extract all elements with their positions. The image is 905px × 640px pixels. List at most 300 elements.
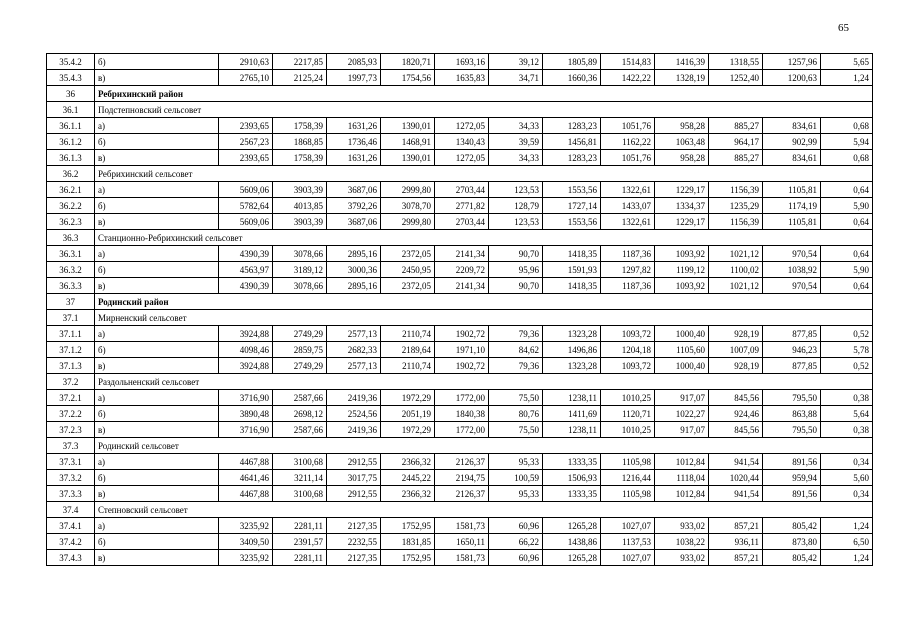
value-cell: 75,50 <box>489 390 543 406</box>
value-cell: 2895,16 <box>327 246 381 262</box>
row-variant: а) <box>95 326 219 342</box>
value-cell: 928,19 <box>709 326 763 342</box>
value-cell: 857,21 <box>709 518 763 534</box>
value-cell: 2217,85 <box>273 54 327 70</box>
value-cell: 1772,00 <box>435 390 489 406</box>
tariff-table <box>46 53 873 566</box>
value-cell: 941,54 <box>709 454 763 470</box>
value-cell: 1553,56 <box>543 182 601 198</box>
value-cell: 0,64 <box>821 214 873 230</box>
value-cell: 3924,88 <box>219 326 273 342</box>
value-cell: 2051,19 <box>381 406 435 422</box>
value-cell: 2450,95 <box>381 262 435 278</box>
value-cell: 90,70 <box>489 246 543 262</box>
value-cell: 0,38 <box>821 390 873 406</box>
value-cell: 1022,27 <box>655 406 709 422</box>
value-cell: 5,90 <box>821 262 873 278</box>
value-cell: 1972,29 <box>381 390 435 406</box>
value-cell: 2999,80 <box>381 182 435 198</box>
value-cell: 2912,55 <box>327 454 381 470</box>
value-cell: 1229,17 <box>655 214 709 230</box>
value-cell: 3078,66 <box>273 246 327 262</box>
value-cell: 873,80 <box>763 534 821 550</box>
value-cell: 2419,36 <box>327 422 381 438</box>
council-title: Подстепновский сельсовет <box>95 102 873 118</box>
value-cell: 2765,10 <box>219 70 273 86</box>
value-cell: 0,64 <box>821 246 873 262</box>
value-cell: 1007,09 <box>709 342 763 358</box>
row-code: 36.1.3 <box>47 150 95 166</box>
value-cell: 90,70 <box>489 278 543 294</box>
council-title: Мирненский сельсовет <box>95 310 873 326</box>
row-code: 36.3.2 <box>47 262 95 278</box>
value-cell: 2189,64 <box>381 342 435 358</box>
value-cell: 3903,39 <box>273 214 327 230</box>
value-cell: 66,22 <box>489 534 543 550</box>
value-cell: 1496,86 <box>543 342 601 358</box>
value-cell: 970,54 <box>763 278 821 294</box>
value-cell: 3924,88 <box>219 358 273 374</box>
row-code: 37 <box>47 294 95 310</box>
value-cell: 128,79 <box>489 198 543 214</box>
value-cell: 1229,17 <box>655 182 709 198</box>
value-cell: 1105,81 <box>763 214 821 230</box>
value-cell: 0,68 <box>821 118 873 134</box>
row-variant: а) <box>95 454 219 470</box>
value-cell: 1318,55 <box>709 54 763 70</box>
council-title: Родинский сельсовет <box>95 438 873 454</box>
value-cell: 39,59 <box>489 134 543 150</box>
row-variant: б) <box>95 54 219 70</box>
council-header-row <box>47 166 873 182</box>
value-cell: 924,46 <box>709 406 763 422</box>
value-cell: 34,71 <box>489 70 543 86</box>
value-cell: 2587,66 <box>273 422 327 438</box>
value-cell: 100,59 <box>489 470 543 486</box>
council-header-row <box>47 230 873 246</box>
council-title: Раздольненский сельсовет <box>95 374 873 390</box>
value-cell: 1390,01 <box>381 150 435 166</box>
district-title: Ребрихинский район <box>95 86 873 102</box>
value-cell: 2419,36 <box>327 390 381 406</box>
value-cell: 3078,70 <box>381 198 435 214</box>
value-cell: 1238,11 <box>543 422 601 438</box>
value-cell: 1660,36 <box>543 70 601 86</box>
value-cell: 1265,28 <box>543 518 601 534</box>
value-cell: 1418,35 <box>543 278 601 294</box>
value-cell: 1468,91 <box>381 134 435 150</box>
row-code: 37.2.1 <box>47 390 95 406</box>
value-cell: 1591,93 <box>543 262 601 278</box>
row-code: 36.2 <box>47 166 95 182</box>
value-cell: 1020,44 <box>709 470 763 486</box>
value-cell: 1805,89 <box>543 54 601 70</box>
value-cell: 1051,76 <box>601 150 655 166</box>
table-row <box>47 150 873 166</box>
value-cell: 0,52 <box>821 358 873 374</box>
value-cell: 2703,44 <box>435 214 489 230</box>
value-cell: 2749,29 <box>273 326 327 342</box>
value-cell: 1012,84 <box>655 486 709 502</box>
value-cell: 2085,93 <box>327 54 381 70</box>
table-row <box>47 278 873 294</box>
row-code: 36.3 <box>47 230 95 246</box>
district-title: Родинский район <box>95 294 873 310</box>
value-cell: 1902,72 <box>435 358 489 374</box>
value-cell: 1156,39 <box>709 214 763 230</box>
value-cell: 928,19 <box>709 358 763 374</box>
table-row <box>47 214 873 230</box>
table-row <box>47 118 873 134</box>
value-cell: 2372,05 <box>381 246 435 262</box>
value-cell: 1093,92 <box>655 246 709 262</box>
value-cell: 2698,12 <box>273 406 327 422</box>
row-code: 36.1.1 <box>47 118 95 134</box>
council-header-row <box>47 310 873 326</box>
value-cell: 1297,82 <box>601 262 655 278</box>
value-cell: 933,02 <box>655 550 709 566</box>
value-cell: 1322,61 <box>601 182 655 198</box>
value-cell: 3716,90 <box>219 422 273 438</box>
value-cell: 958,28 <box>655 118 709 134</box>
value-cell: 1204,18 <box>601 342 655 358</box>
value-cell: 3235,92 <box>219 518 273 534</box>
value-cell: 1506,93 <box>543 470 601 486</box>
value-cell: 3000,36 <box>327 262 381 278</box>
value-cell: 795,50 <box>763 390 821 406</box>
value-cell: 1411,69 <box>543 406 601 422</box>
value-cell: 885,27 <box>709 150 763 166</box>
value-cell: 2126,37 <box>435 486 489 502</box>
value-cell: 2445,22 <box>381 470 435 486</box>
value-cell: 1390,01 <box>381 118 435 134</box>
row-variant: в) <box>95 358 219 374</box>
value-cell: 95,33 <box>489 454 543 470</box>
value-cell: 2141,34 <box>435 246 489 262</box>
value-cell: 1216,44 <box>601 470 655 486</box>
value-cell: 1650,11 <box>435 534 489 550</box>
value-cell: 4563,97 <box>219 262 273 278</box>
value-cell: 902,99 <box>763 134 821 150</box>
row-code: 36.1.2 <box>47 134 95 150</box>
value-cell: 2393,65 <box>219 150 273 166</box>
value-cell: 2125,24 <box>273 70 327 86</box>
row-variant: б) <box>95 262 219 278</box>
value-cell: 2126,37 <box>435 454 489 470</box>
value-cell: 1328,19 <box>655 70 709 86</box>
table-row <box>47 342 873 358</box>
value-cell: 2682,33 <box>327 342 381 358</box>
value-cell: 1272,05 <box>435 150 489 166</box>
value-cell: 123,53 <box>489 182 543 198</box>
table-row <box>47 550 873 566</box>
page-number: 65 <box>838 22 849 34</box>
value-cell: 805,42 <box>763 518 821 534</box>
row-code: 37.3.3 <box>47 486 95 502</box>
value-cell: 1105,60 <box>655 342 709 358</box>
value-cell: 834,61 <box>763 118 821 134</box>
row-variant: б) <box>95 198 219 214</box>
value-cell: 1238,11 <box>543 390 601 406</box>
value-cell: 1118,04 <box>655 470 709 486</box>
value-cell: 1283,23 <box>543 150 601 166</box>
value-cell: 1754,56 <box>381 70 435 86</box>
value-cell: 2910,63 <box>219 54 273 70</box>
value-cell: 1010,25 <box>601 390 655 406</box>
row-variant: в) <box>95 214 219 230</box>
value-cell: 1868,85 <box>273 134 327 150</box>
value-cell: 34,33 <box>489 118 543 134</box>
value-cell: 95,96 <box>489 262 543 278</box>
value-cell: 1727,14 <box>543 198 601 214</box>
table-row <box>47 70 873 86</box>
value-cell: 2232,55 <box>327 534 381 550</box>
value-cell: 1105,81 <box>763 182 821 198</box>
value-cell: 60,96 <box>489 550 543 566</box>
value-cell: 1162,22 <box>601 134 655 150</box>
value-cell: 1105,98 <box>601 486 655 502</box>
value-cell: 1,24 <box>821 70 873 86</box>
row-variant: б) <box>95 534 219 550</box>
value-cell: 0,34 <box>821 486 873 502</box>
row-code: 36.3.3 <box>47 278 95 294</box>
row-variant: б) <box>95 470 219 486</box>
value-cell: 0,34 <box>821 454 873 470</box>
value-cell: 1252,40 <box>709 70 763 86</box>
value-cell: 2577,13 <box>327 358 381 374</box>
value-cell: 2110,74 <box>381 358 435 374</box>
value-cell: 1187,36 <box>601 246 655 262</box>
value-cell: 1820,71 <box>381 54 435 70</box>
value-cell: 1340,43 <box>435 134 489 150</box>
row-variant: в) <box>95 550 219 566</box>
value-cell: 1971,10 <box>435 342 489 358</box>
value-cell: 2209,72 <box>435 262 489 278</box>
value-cell: 3687,06 <box>327 214 381 230</box>
value-cell: 1831,85 <box>381 534 435 550</box>
value-cell: 75,50 <box>489 422 543 438</box>
value-cell: 2912,55 <box>327 486 381 502</box>
value-cell: 0,68 <box>821 150 873 166</box>
table-row <box>47 390 873 406</box>
value-cell: 3409,50 <box>219 534 273 550</box>
value-cell: 959,94 <box>763 470 821 486</box>
value-cell: 4013,85 <box>273 198 327 214</box>
value-cell: 3903,39 <box>273 182 327 198</box>
table-row <box>47 358 873 374</box>
value-cell: 1105,98 <box>601 454 655 470</box>
value-cell: 1000,40 <box>655 358 709 374</box>
value-cell: 1333,35 <box>543 486 601 502</box>
value-cell: 0,52 <box>821 326 873 342</box>
value-cell: 845,56 <box>709 422 763 438</box>
value-cell: 1972,29 <box>381 422 435 438</box>
value-cell: 79,36 <box>489 326 543 342</box>
value-cell: 5,94 <box>821 134 873 150</box>
value-cell: 1418,35 <box>543 246 601 262</box>
value-cell: 1199,12 <box>655 262 709 278</box>
value-cell: 1021,12 <box>709 278 763 294</box>
value-cell: 1840,38 <box>435 406 489 422</box>
value-cell: 2281,11 <box>273 518 327 534</box>
value-cell: 3716,90 <box>219 390 273 406</box>
value-cell: 1333,35 <box>543 454 601 470</box>
value-cell: 857,21 <box>709 550 763 566</box>
row-code: 35.4.3 <box>47 70 95 86</box>
value-cell: 0,64 <box>821 278 873 294</box>
row-code: 37.3.2 <box>47 470 95 486</box>
district-header-row <box>47 86 873 102</box>
value-cell: 970,54 <box>763 246 821 262</box>
value-cell: 4098,46 <box>219 342 273 358</box>
table-row <box>47 54 873 70</box>
value-cell: 805,42 <box>763 550 821 566</box>
value-cell: 2366,32 <box>381 486 435 502</box>
row-variant: в) <box>95 70 219 86</box>
value-cell: 1272,05 <box>435 118 489 134</box>
value-cell: 95,33 <box>489 486 543 502</box>
value-cell: 1093,92 <box>655 278 709 294</box>
row-variant: в) <box>95 150 219 166</box>
value-cell: 1063,48 <box>655 134 709 150</box>
table-row <box>47 486 873 502</box>
row-variant: б) <box>95 406 219 422</box>
value-cell: 3792,26 <box>327 198 381 214</box>
value-cell: 1027,07 <box>601 518 655 534</box>
value-cell: 2859,75 <box>273 342 327 358</box>
value-cell: 1000,40 <box>655 326 709 342</box>
row-code: 37.4.3 <box>47 550 95 566</box>
value-cell: 4390,39 <box>219 278 273 294</box>
row-variant: а) <box>95 182 219 198</box>
value-cell: 2587,66 <box>273 390 327 406</box>
council-header-row <box>47 102 873 118</box>
value-cell: 2127,35 <box>327 518 381 534</box>
value-cell: 2127,35 <box>327 550 381 566</box>
value-cell: 1027,07 <box>601 550 655 566</box>
value-cell: 1693,16 <box>435 54 489 70</box>
value-cell: 1635,83 <box>435 70 489 86</box>
value-cell: 2281,11 <box>273 550 327 566</box>
value-cell: 1174,19 <box>763 198 821 214</box>
value-cell: 3017,75 <box>327 470 381 486</box>
value-cell: 5,90 <box>821 198 873 214</box>
table-row <box>47 326 873 342</box>
value-cell: 1631,26 <box>327 150 381 166</box>
value-cell: 6,50 <box>821 534 873 550</box>
district-header-row <box>47 294 873 310</box>
value-cell: 834,61 <box>763 150 821 166</box>
value-cell: 885,27 <box>709 118 763 134</box>
value-cell: 1235,29 <box>709 198 763 214</box>
value-cell: 1051,76 <box>601 118 655 134</box>
value-cell: 877,85 <box>763 326 821 342</box>
value-cell: 2999,80 <box>381 214 435 230</box>
value-cell: 123,53 <box>489 214 543 230</box>
value-cell: 2577,13 <box>327 326 381 342</box>
value-cell: 5,60 <box>821 470 873 486</box>
table-row <box>47 454 873 470</box>
row-code: 36.2.2 <box>47 198 95 214</box>
value-cell: 2110,74 <box>381 326 435 342</box>
value-cell: 3211,14 <box>273 470 327 486</box>
council-title: Станционно-Ребрихинский сельсовет <box>95 230 873 246</box>
value-cell: 795,50 <box>763 422 821 438</box>
value-cell: 3100,68 <box>273 454 327 470</box>
value-cell: 1322,61 <box>601 214 655 230</box>
value-cell: 2372,05 <box>381 278 435 294</box>
row-variant: а) <box>95 118 219 134</box>
value-cell: 1334,37 <box>655 198 709 214</box>
council-header-row <box>47 502 873 518</box>
value-cell: 1200,63 <box>763 70 821 86</box>
row-code: 37.2.2 <box>47 406 95 422</box>
row-code: 37.1 <box>47 310 95 326</box>
value-cell: 1093,72 <box>601 358 655 374</box>
row-variant: а) <box>95 518 219 534</box>
value-cell: 1265,28 <box>543 550 601 566</box>
value-cell: 3890,48 <box>219 406 273 422</box>
value-cell: 891,56 <box>763 486 821 502</box>
value-cell: 2391,57 <box>273 534 327 550</box>
value-cell: 941,54 <box>709 486 763 502</box>
row-code: 37.2.3 <box>47 422 95 438</box>
value-cell: 2194,75 <box>435 470 489 486</box>
value-cell: 1581,73 <box>435 518 489 534</box>
row-variant: а) <box>95 390 219 406</box>
value-cell: 936,11 <box>709 534 763 550</box>
council-header-row <box>47 374 873 390</box>
value-cell: 1514,83 <box>601 54 655 70</box>
row-code: 35.4.2 <box>47 54 95 70</box>
value-cell: 1137,53 <box>601 534 655 550</box>
value-cell: 1758,39 <box>273 118 327 134</box>
value-cell: 1581,73 <box>435 550 489 566</box>
value-cell: 1997,73 <box>327 70 381 86</box>
value-cell: 1772,00 <box>435 422 489 438</box>
row-code: 37.4 <box>47 502 95 518</box>
value-cell: 1,24 <box>821 550 873 566</box>
table-row <box>47 262 873 278</box>
value-cell: 39,12 <box>489 54 543 70</box>
table-row <box>47 470 873 486</box>
value-cell: 1010,25 <box>601 422 655 438</box>
value-cell: 79,36 <box>489 358 543 374</box>
value-cell: 5,64 <box>821 406 873 422</box>
table-row <box>47 182 873 198</box>
value-cell: 5609,06 <box>219 214 273 230</box>
value-cell: 1736,46 <box>327 134 381 150</box>
value-cell: 34,33 <box>489 150 543 166</box>
value-cell: 1438,86 <box>543 534 601 550</box>
value-cell: 2749,29 <box>273 358 327 374</box>
council-title: Степновский сельсовет <box>95 502 873 518</box>
row-code: 37.3.1 <box>47 454 95 470</box>
table-row <box>47 246 873 262</box>
value-cell: 0,38 <box>821 422 873 438</box>
value-cell: 5,65 <box>821 54 873 70</box>
value-cell: 2524,56 <box>327 406 381 422</box>
value-cell: 1093,72 <box>601 326 655 342</box>
value-cell: 917,07 <box>655 422 709 438</box>
value-cell: 1100,02 <box>709 262 763 278</box>
row-code: 37.1.1 <box>47 326 95 342</box>
row-variant: б) <box>95 134 219 150</box>
value-cell: 1323,28 <box>543 358 601 374</box>
table-row <box>47 422 873 438</box>
value-cell: 863,88 <box>763 406 821 422</box>
value-cell: 1752,95 <box>381 550 435 566</box>
